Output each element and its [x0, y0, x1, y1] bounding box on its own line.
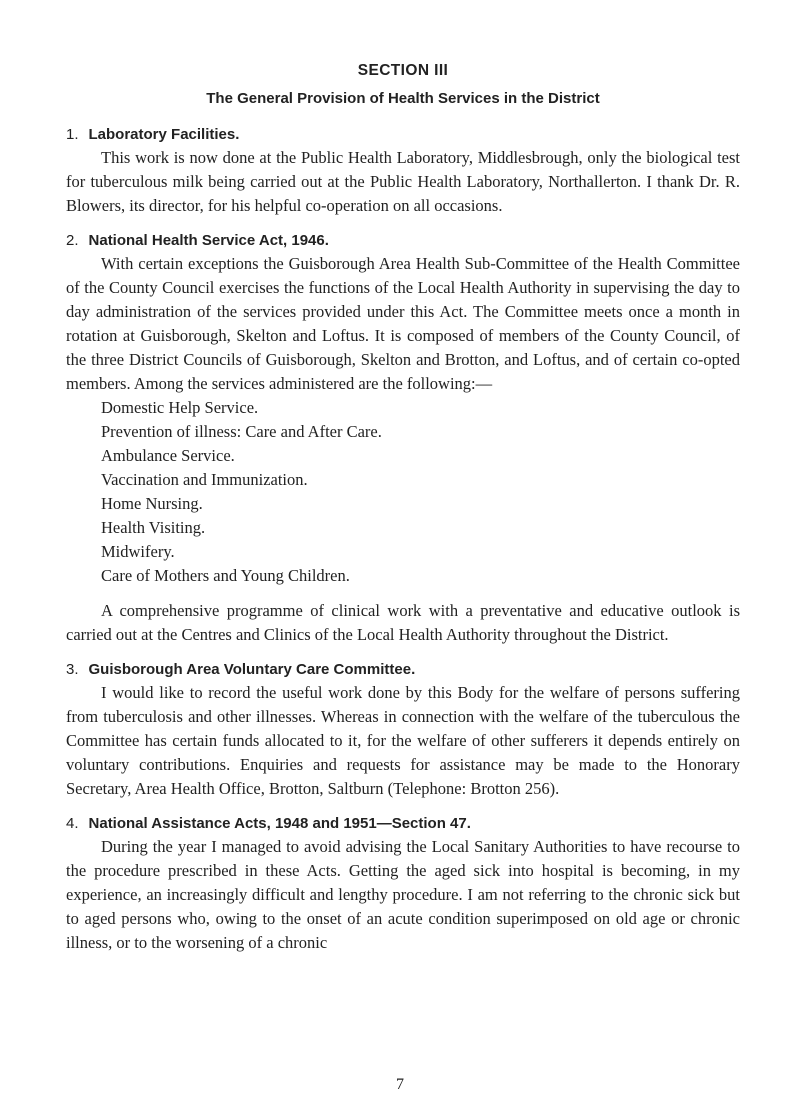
- list-item: Ambulance Service.: [101, 446, 235, 465]
- section-heading: [66, 229, 740, 252]
- section-national-health-service-act: [66, 229, 740, 647]
- section-number: 1.: [66, 126, 79, 143]
- paragraph: I would like to record the useful work done by this Body for the welfare of persons suffering from tuberculosis and other illnesses. Whereas in connection with the welfare of the tuberculous the Committee has certain funds allocated to it, for the welfare of other sufferers it depends entirely on voluntary contributions. Enquiries and requests for assistance may be made to the Honorary Secretary, Area Health Office, Brotton, Saltburn (Telephone: Brotton 256).: [66, 683, 740, 798]
- paragraph: This work is now done at the Public Health Laboratory, Middlesbrough, only the biological test for tuberculous milk being carried out at the Public Health Laboratory, Northallerton. I thank Dr. R. Blowers, its director, for his helpful co-operation on all occasions.: [66, 148, 740, 215]
- document-page: [66, 60, 740, 955]
- section-heading-text: Laboratory Facilities.: [88, 126, 240, 143]
- list-item: Prevention of illness: Care and After Care.: [101, 422, 382, 441]
- page-number: 7: [396, 1076, 404, 1093]
- section-heading-text: National Assistance Acts, 1948 and 1951—Section 47.: [88, 815, 471, 832]
- section-heading-text: National Health Service Act, 1946.: [88, 232, 329, 249]
- list-item: Home Nursing.: [101, 494, 203, 513]
- section-number: 3.: [66, 661, 79, 678]
- services-list: [66, 396, 740, 588]
- section-heading: [66, 658, 740, 681]
- list-item: Domestic Help Service.: [101, 398, 259, 417]
- section-number: 4.: [66, 815, 79, 832]
- paragraph: A comprehensive programme of clinical work with a preventative and educative outlook is carried out at the Centres and Clinics of the Local Health Authority throughout the District.: [66, 601, 740, 644]
- paragraph: During the year I managed to avoid advising the Local Sanitary Authorities to have recourse to the procedure prescribed in these Acts. Getting the aged sick into hospital is becoming, in my experience, an increasingly difficult and lengthy procedure. I am not referring to the chronic sick but to aged persons who, owing to the onset of an acute condition superimposed on old age or chronic illness, or to the worsening of a chronic: [66, 837, 740, 952]
- section-heading: [66, 812, 740, 835]
- section-national-assistance-acts: [66, 812, 740, 955]
- list-item: Midwifery.: [101, 542, 175, 561]
- list-item: Vaccination and Immunization.: [101, 470, 308, 489]
- section-laboratory-facilities: [66, 123, 740, 218]
- list-item: Care of Mothers and Young Children.: [101, 566, 350, 585]
- section-title: SECTION III: [357, 62, 449, 79]
- section-number: 2.: [66, 232, 79, 249]
- section-subtitle: The General Provision of Health Services in the District: [206, 90, 600, 107]
- list-item: Health Visiting.: [101, 518, 206, 537]
- paragraph: With certain exceptions the Guisborough Area Health Sub-Committee of the Health Committee of the County Council exercises the functions of the Local Health Authority in supervising the day to day administration of the services provided under this Act. The Committee meets once a month in rotation at Guisborough, Skelton and Loftus. It is composed of members of the County Council, of the three District Councils of Guisborough, Skelton and Brotton, and Loftus, and of certain co-opted members. Among the services administered are the following:—: [66, 254, 740, 393]
- section-heading: [66, 123, 740, 146]
- section-heading-text: Guisborough Area Voluntary Care Committee.: [88, 661, 416, 678]
- section-voluntary-care-committee: [66, 658, 740, 801]
